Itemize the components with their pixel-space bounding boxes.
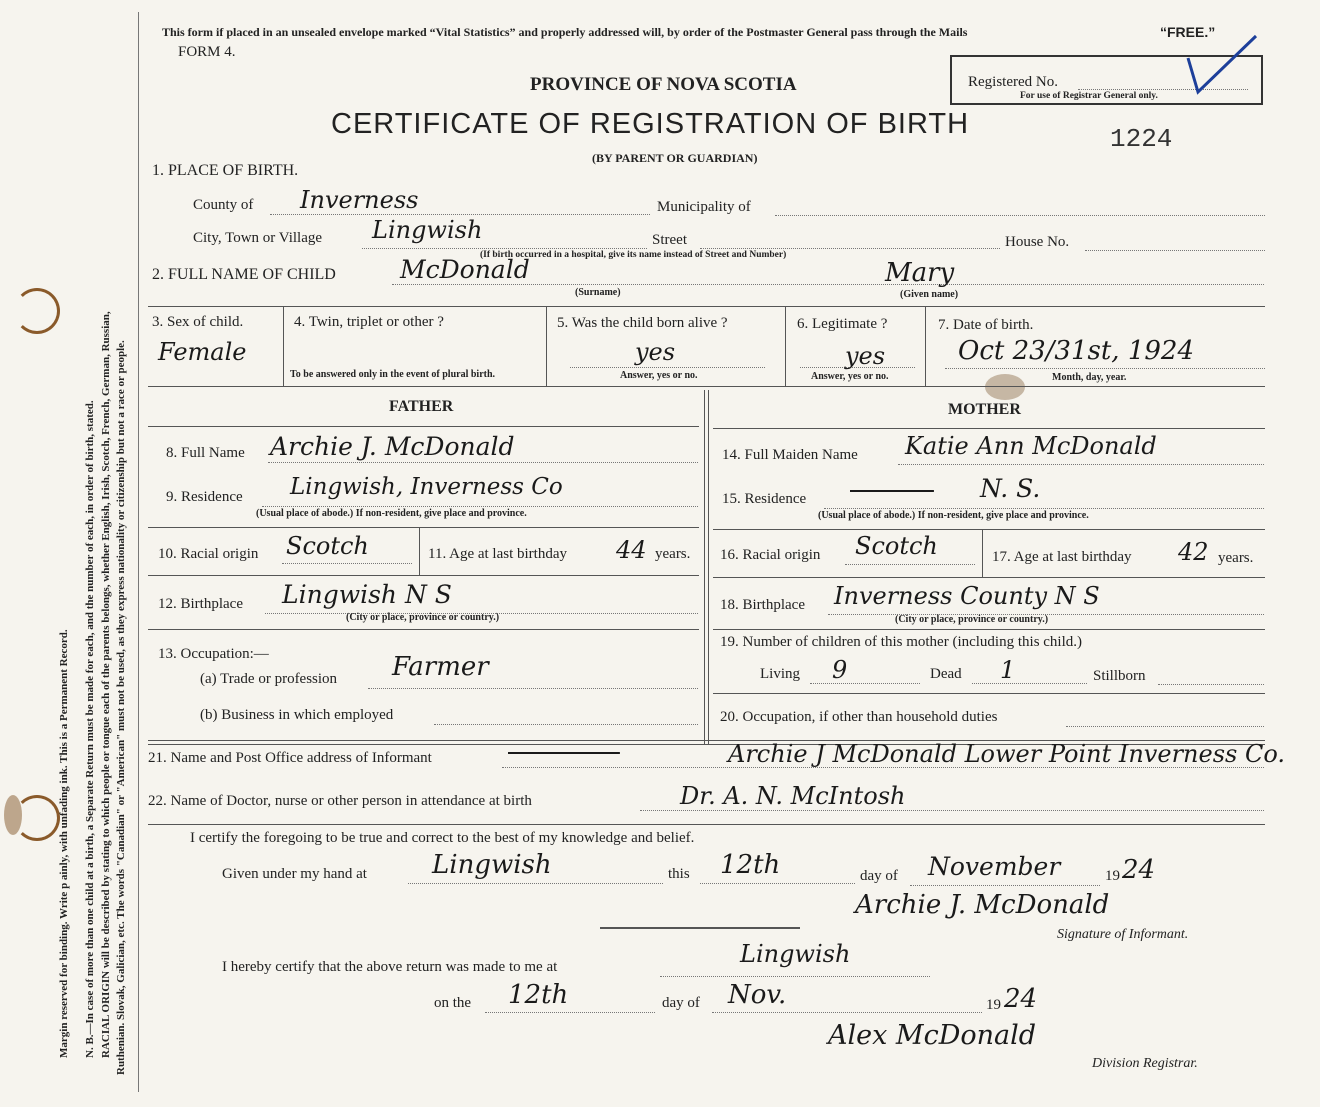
legit-label: 6. Legitimate ? [797, 316, 888, 332]
twin-label: 4. Twin, triplet or other ? [294, 314, 444, 330]
checkmark-icon [1180, 30, 1260, 110]
informant-signature: Archie J. McDonald [855, 890, 1110, 920]
county-value: Inverness [300, 186, 419, 214]
mother-residence-line [824, 508, 1264, 509]
father-occupation-label: 13. Occupation:— [158, 646, 269, 662]
father-heading: FATHER [389, 398, 454, 415]
mother-racial-line [845, 564, 975, 565]
margin-line-3: RACIAL ORIGIN will be described by stating to which people or tongue each of the parents belongs, whether English, Irish, Scotch, French, German, Russian, [100, 311, 112, 1058]
doctor-value: Dr. A. N. McIntosh [680, 782, 906, 810]
child-name-label: 2. FULL NAME OF CHILD [152, 266, 336, 283]
municipality-line [775, 215, 1265, 216]
mother-residence-struck [850, 478, 934, 503]
mother-residence-label: 15. Residence [722, 491, 807, 507]
registrar-day-line [485, 1012, 655, 1013]
house-line [1085, 250, 1265, 251]
alive-label: 5. Was the child born alive ? [557, 315, 728, 331]
divider [148, 629, 699, 630]
registrar-day: 12th [508, 980, 569, 1010]
divider [148, 527, 699, 528]
on-the-label: on the [434, 995, 472, 1011]
father-years: years. [655, 546, 691, 562]
trade-line [368, 688, 698, 689]
certify-statement: I certify the foregoing to be true and correct to the best of my knowledge and belief. [190, 830, 695, 846]
mother-years: years. [1218, 550, 1254, 566]
postal-notice: This form if placed in an unsealed envelope marked “Vital Statistics” and properly addressed will, by order of the Postmaster General pass through the Mails [162, 25, 968, 39]
registrar-year: 24 [1004, 984, 1038, 1014]
mother-heading: MOTHER [948, 401, 1021, 418]
registrar-day-of: day of [662, 995, 700, 1011]
father-residence-note: (Usual place of abode.) If non-resident, give place and province. [256, 508, 527, 519]
living-value: 9 [832, 656, 848, 684]
margin-rule [138, 12, 139, 1092]
place-heading: 1. PLACE OF BIRTH. [152, 162, 299, 179]
mother-birthplace-value: Inverness County N S [834, 582, 1100, 610]
year-prefix: 19 [1105, 868, 1120, 884]
child-name-line [392, 284, 1264, 285]
doctor-line [640, 810, 1264, 811]
father-residence-line [262, 506, 698, 507]
registered-note: For use of Registrar General only. [1020, 91, 1158, 101]
divider [600, 927, 800, 929]
child-surname: McDonald [400, 255, 530, 284]
divider [419, 527, 420, 575]
father-name-line [268, 462, 698, 463]
father-racial-line [282, 563, 412, 564]
certify-day: 12th [720, 850, 781, 880]
divider [283, 306, 284, 386]
mother-age-label: 17. Age at last birthday [992, 549, 1132, 565]
father-residence-label: 9. Residence [166, 489, 243, 505]
given-line [408, 883, 663, 884]
province-heading: PROVINCE OF NOVA SCOTIA [530, 74, 797, 95]
father-residence-value: Lingwish, Inverness Co [290, 474, 563, 500]
margin-line-1: Margin reserved for binding. Write p ainly, with unfading ink. This is a Permanent Record. [58, 629, 70, 1058]
alive-note: Answer, yes or no. [620, 370, 698, 381]
dead-value: 1 [1000, 656, 1016, 684]
mother-name-line [898, 464, 1264, 465]
street-note: (If birth occurred in a hospital, give its name instead of Street and Number) [480, 250, 787, 260]
divider [713, 629, 1265, 630]
living-label: Living [760, 666, 800, 682]
divider [713, 428, 1265, 429]
registrar-month: Nov. [728, 980, 787, 1010]
divider [713, 529, 1265, 530]
divider [713, 693, 1265, 694]
this-label: this [668, 866, 690, 882]
center-divider-2 [708, 390, 709, 745]
business-label: (b) Business in which employed [200, 707, 394, 723]
informant-signature-caption: Signature of Informant. [1057, 927, 1189, 942]
dob-note: Month, day, year. [1052, 372, 1127, 383]
municipality-label: Municipality of [657, 199, 751, 215]
legit-note: Answer, yes or no. [811, 371, 889, 382]
father-birthplace-note: (City or place, province or country.) [346, 612, 500, 623]
mother-birthplace-note: (City or place, province or country.) [895, 614, 1049, 625]
registered-label: Registered No. [968, 74, 1058, 90]
father-birthplace-value: Lingwish N S [282, 580, 452, 609]
city-label: City, Town or Village [193, 230, 323, 246]
doctor-label: 22. Name of Doctor, nurse or other person in attendance at birth [148, 793, 532, 809]
trade-label: (a) Trade or profession [200, 671, 338, 687]
registrar-place-line [660, 976, 930, 977]
surname-caption: (Surname) [575, 287, 621, 298]
binding-hole-top [14, 288, 60, 334]
father-birthplace-label: 12. Birthplace [158, 596, 243, 612]
divider [148, 306, 1265, 307]
father-age-value: 44 [616, 536, 647, 564]
dob-label: 7. Date of birth. [938, 317, 1034, 333]
divider [148, 575, 699, 576]
certify-month: November [928, 852, 1061, 881]
mother-racial-label: 16. Racial origin [720, 547, 821, 563]
margin-line-4: Ruthenian. Slovak, Galician, etc. The words "Canadian" or "American" must not be used, as they express nationality or citizenship but not a race or people. [115, 340, 127, 1075]
dob-line [945, 368, 1265, 369]
dead-line [972, 683, 1087, 684]
free-text: “FREE.” [1160, 24, 1216, 40]
ink-stain [985, 374, 1025, 400]
registrar-month-line [712, 1012, 982, 1013]
rust-stain [4, 795, 22, 835]
registrar-year-prefix: 19 [986, 997, 1001, 1013]
alive-value: yes [635, 338, 676, 366]
father-name-value: Archie J. McDonald [270, 432, 515, 461]
mother-age-value: 42 [1178, 538, 1209, 566]
mother-residence-note: (Usual place of abode.) If non-resident, give place and province. [818, 510, 1089, 521]
twin-note: To be answered only in the event of plural birth. [290, 369, 496, 380]
county-line [270, 214, 650, 215]
dead-label: Dead [930, 666, 962, 682]
child-given-name: Mary [885, 258, 955, 288]
registrar-statement: I hereby certify that the above return was made to me at [222, 959, 558, 975]
city-value: Lingwish [372, 216, 483, 244]
sex-value: Female [158, 338, 247, 366]
legit-value: yes [845, 342, 886, 370]
day-line [700, 883, 855, 884]
stillborn-label: Stillborn [1093, 668, 1146, 684]
day-of-label: day of [860, 868, 898, 884]
stillborn-line [1158, 684, 1264, 685]
divider [148, 426, 699, 427]
divider [546, 306, 547, 386]
mother-birthplace-label: 18. Birthplace [720, 597, 805, 613]
father-racial-label: 10. Racial origin [158, 546, 259, 562]
divider [148, 386, 1265, 387]
dob-value: Oct 23/31st, 1924 [958, 336, 1195, 366]
center-divider [704, 390, 705, 745]
mother-residence-value: N. S. [980, 474, 1041, 503]
certificate-title: CERTIFICATE OF REGISTRATION OF BIRTH [331, 108, 970, 140]
county-label: County of [193, 197, 254, 213]
living-line [810, 683, 920, 684]
form-number: FORM 4. [178, 44, 236, 60]
mother-occupation-line [1066, 726, 1264, 727]
registrar-caption: Division Registrar. [1092, 1056, 1198, 1071]
certificate-subtitle: (BY PARENT OR GUARDIAN) [592, 151, 758, 165]
given-caption: (Given name) [900, 289, 959, 300]
father-name-label: 8. Full Name [166, 445, 245, 461]
given-place: Lingwish [432, 850, 552, 880]
mother-racial-value: Scotch [855, 532, 938, 560]
street-label: Street [652, 232, 687, 248]
given-label: Given under my hand at [222, 866, 367, 882]
house-label: House No. [1005, 234, 1070, 250]
mother-name-value: Katie Ann McDonald [905, 432, 1157, 460]
children-label: 19. Number of children of this mother (including this child.) [720, 634, 1083, 650]
margin-line-2: N. B.—In case of more than one child at a birth, a Separate Return must be made for each, and the number of each, in order of birth, stated. [84, 400, 96, 1058]
certify-year: 24 [1122, 855, 1156, 885]
divider [925, 306, 926, 386]
trade-value: Farmer [392, 652, 489, 682]
informant-value: Archie J McDonald Lower Point Inverness Co. [728, 740, 1285, 768]
divider [148, 824, 1265, 825]
divider [982, 529, 983, 577]
street-line [700, 248, 1000, 249]
father-age-label: 11. Age at last birthday [428, 546, 567, 562]
alive-line [570, 367, 765, 368]
city-line [362, 248, 647, 249]
stamped-number: 1224 [1110, 124, 1173, 154]
informant-struck-text [508, 740, 620, 765]
business-line [434, 724, 698, 725]
registrar-signature: Alex McDonald [828, 1020, 1036, 1051]
mother-name-label: 14. Full Maiden Name [722, 447, 858, 463]
divider [785, 306, 786, 386]
sex-label: 3. Sex of child. [152, 314, 244, 330]
month-line [910, 885, 1100, 886]
divider [713, 577, 1265, 578]
father-racial-value: Scotch [286, 532, 369, 560]
informant-label: 21. Name and Post Office address of Informant [148, 750, 432, 766]
registrar-place: Lingwish [740, 940, 851, 968]
mother-occupation-label: 20. Occupation, if other than household duties [720, 709, 998, 725]
